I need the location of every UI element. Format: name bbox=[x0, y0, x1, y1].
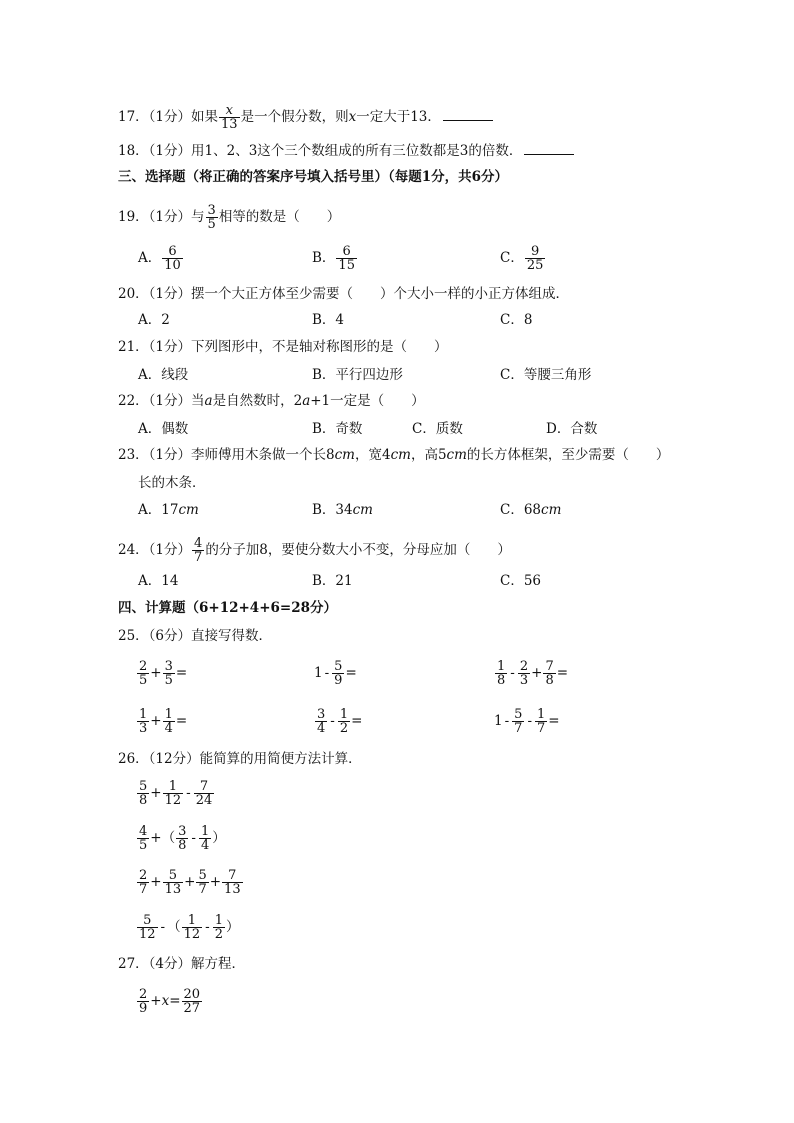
question-24: 24．（1分） $\frac{4}{7}$ 的分子加8，要使分数大小不变，分母应加（ ） bbox=[118, 536, 511, 565]
fraction: $\frac{x}{13}$ bbox=[221, 103, 238, 132]
option-a[interactable]: A．偶数 bbox=[138, 421, 189, 437]
fraction: $\frac{5}{7}$ bbox=[198, 868, 207, 897]
fraction: $\frac{5}{7}$ bbox=[514, 707, 523, 736]
option-c[interactable]: C．68cm bbox=[500, 502, 562, 518]
option-c[interactable]: C． $\frac{9}{25}$ bbox=[500, 244, 544, 273]
question-17: 17．（1分）如果 $\frac{x}{13}$ 是一个假分数，则x一定大于13． bbox=[118, 104, 493, 131]
question-25: 25．（6分）直接写得数． bbox=[118, 628, 273, 644]
answer-blank[interactable] bbox=[524, 142, 574, 155]
fraction: $\frac{1}{3}$ bbox=[139, 707, 148, 736]
fraction: $\frac{2}{9}$ bbox=[139, 987, 148, 1016]
expression: $\frac{2}{5}$ + $\frac{3}{5}$ = bbox=[139, 659, 188, 688]
fraction: $\frac{1}{4}$ bbox=[200, 824, 210, 853]
fraction: $\frac{2}{5}$ bbox=[139, 659, 148, 688]
option-a[interactable]: A．17cm bbox=[138, 502, 199, 518]
option-b[interactable]: B． $\frac{6}{15}$ bbox=[312, 244, 355, 273]
fraction: $\frac{6}{15}$ bbox=[338, 244, 355, 273]
fraction: $\frac{3}{5}$ bbox=[207, 203, 216, 232]
fraction: $\frac{7}{8}$ bbox=[545, 659, 554, 688]
option-b[interactable]: B．平行四边形 bbox=[312, 367, 403, 383]
question-26: 26．（12分）能简算的用简便方法计算． bbox=[118, 751, 362, 767]
fraction: $\frac{4}{7}$ bbox=[194, 536, 203, 565]
expression: 1 - $\frac{5}{7}$ - $\frac{1}{7}$ = bbox=[494, 707, 560, 736]
option-a[interactable]: A．14 bbox=[138, 573, 179, 589]
fraction: $\frac{5}{8}$ bbox=[139, 779, 148, 808]
fraction: $\frac{20}{27}$ bbox=[183, 987, 201, 1016]
expression: $\frac{1}{3}$ + $\frac{1}{4}$ = bbox=[139, 707, 188, 736]
fraction: $\frac{2}{3}$ bbox=[519, 659, 529, 688]
option-a[interactable]: A．线段 bbox=[138, 367, 189, 383]
fraction: $\frac{7}{24}$ bbox=[195, 779, 213, 808]
fraction: $\frac{5}{12}$ bbox=[139, 913, 156, 942]
fraction: $\frac{1}{2}$ bbox=[214, 913, 223, 942]
fraction: $\frac{7}{13}$ bbox=[224, 868, 241, 897]
fraction: $\frac{1}{8}$ bbox=[497, 659, 506, 688]
fraction: $\frac{5}{9}$ bbox=[334, 659, 343, 688]
question-21: 21．（1分）下列图形中，不是轴对称图形的是（ ） bbox=[118, 339, 448, 355]
section-3-title: 三、选择题（将正确的答案序号填入括号里）（每题1分，共6分） bbox=[118, 169, 509, 185]
fraction: $\frac{5}{13}$ bbox=[164, 868, 182, 897]
answer-blank[interactable] bbox=[443, 108, 493, 121]
question-27: 27．（4分）解方程． bbox=[118, 956, 246, 972]
fraction: $\frac{1}{12}$ bbox=[183, 913, 201, 942]
expression: $\frac{4}{5}$ +（ $\frac{3}{8}$ - $\frac{1}{4}$ ） bbox=[139, 824, 226, 853]
option-b[interactable]: B．34cm bbox=[312, 502, 373, 518]
fraction: $\frac{1}{12}$ bbox=[164, 779, 182, 808]
fraction: $\frac{3}{4}$ bbox=[317, 707, 326, 736]
expression: $\frac{3}{4}$ - $\frac{1}{2}$ = bbox=[317, 707, 363, 736]
question-19: 19．（1分）与 $\frac{3}{5}$ 相等的数是（ ） bbox=[118, 203, 341, 232]
option-c[interactable]: C．56 bbox=[500, 573, 542, 589]
expression: $\frac{5}{8}$ + $\frac{1}{12}$ - $\frac{7}{24}$ bbox=[139, 779, 213, 808]
option-b[interactable]: B．4 bbox=[312, 312, 345, 328]
fraction: $\frac{6}{10}$ bbox=[164, 244, 181, 273]
question-20: 20．（1分）摆一个大正方体至少需要（ ）个大小一样的小正方体组成． bbox=[118, 286, 570, 302]
fraction: $\frac{1}{7}$ bbox=[537, 707, 546, 736]
option-a[interactable]: A． $\frac{6}{10}$ bbox=[138, 244, 181, 273]
question-22: 22．（1分）当a是自然数时，2a+1一定是（ ） bbox=[118, 393, 425, 409]
option-d[interactable]: D．合数 bbox=[546, 421, 598, 437]
expression: 1 - $\frac{5}{9}$ = bbox=[314, 659, 357, 688]
expression: $\frac{5}{12}$ - （ $\frac{1}{12}$ - $\frac{1}{2}$ ） bbox=[139, 913, 240, 942]
question-23-line2: 长的木条． bbox=[138, 475, 206, 491]
expression: $\frac{2}{7}$ + $\frac{5}{13}$ + $\frac{5}{7}$ + $\frac{7}{13}$ bbox=[139, 868, 241, 897]
fraction: $\frac{2}{7}$ bbox=[139, 868, 148, 897]
option-a[interactable]: A．2 bbox=[138, 312, 170, 328]
fraction: $\frac{9}{25}$ bbox=[526, 244, 544, 273]
option-b[interactable]: B．奇数 bbox=[312, 421, 363, 437]
expression: $\frac{1}{8}$ - $\frac{2}{3}$ + $\frac{7}{8}$ = bbox=[497, 659, 569, 688]
option-c[interactable]: C．质数 bbox=[412, 421, 463, 437]
option-c[interactable]: C．8 bbox=[500, 312, 533, 328]
equation: $\frac{2}{9}$ +x= $\frac{20}{27}$ bbox=[139, 987, 201, 1016]
fraction: $\frac{3}{5}$ bbox=[164, 659, 173, 688]
fraction: $\frac{4}{5}$ bbox=[139, 824, 148, 853]
fraction: $\frac{3}{8}$ bbox=[178, 824, 187, 853]
question-23: 23．（1分）李师傅用木条做一个长8cm，宽4cm，高5cm的长方体框架，至少需要（ ） bbox=[118, 447, 670, 463]
fraction: $\frac{1}{4}$ bbox=[164, 707, 173, 736]
option-c[interactable]: C．等腰三角形 bbox=[500, 367, 592, 383]
fraction: $\frac{1}{2}$ bbox=[339, 707, 349, 736]
section-4-title: 四、计算题（6+12+4+6=28分） bbox=[118, 600, 337, 616]
question-18: 18．（1分）用1、2、3这个三个数组成的所有三位数都是3的倍数． bbox=[118, 142, 574, 159]
option-b[interactable]: B．21 bbox=[312, 573, 353, 589]
